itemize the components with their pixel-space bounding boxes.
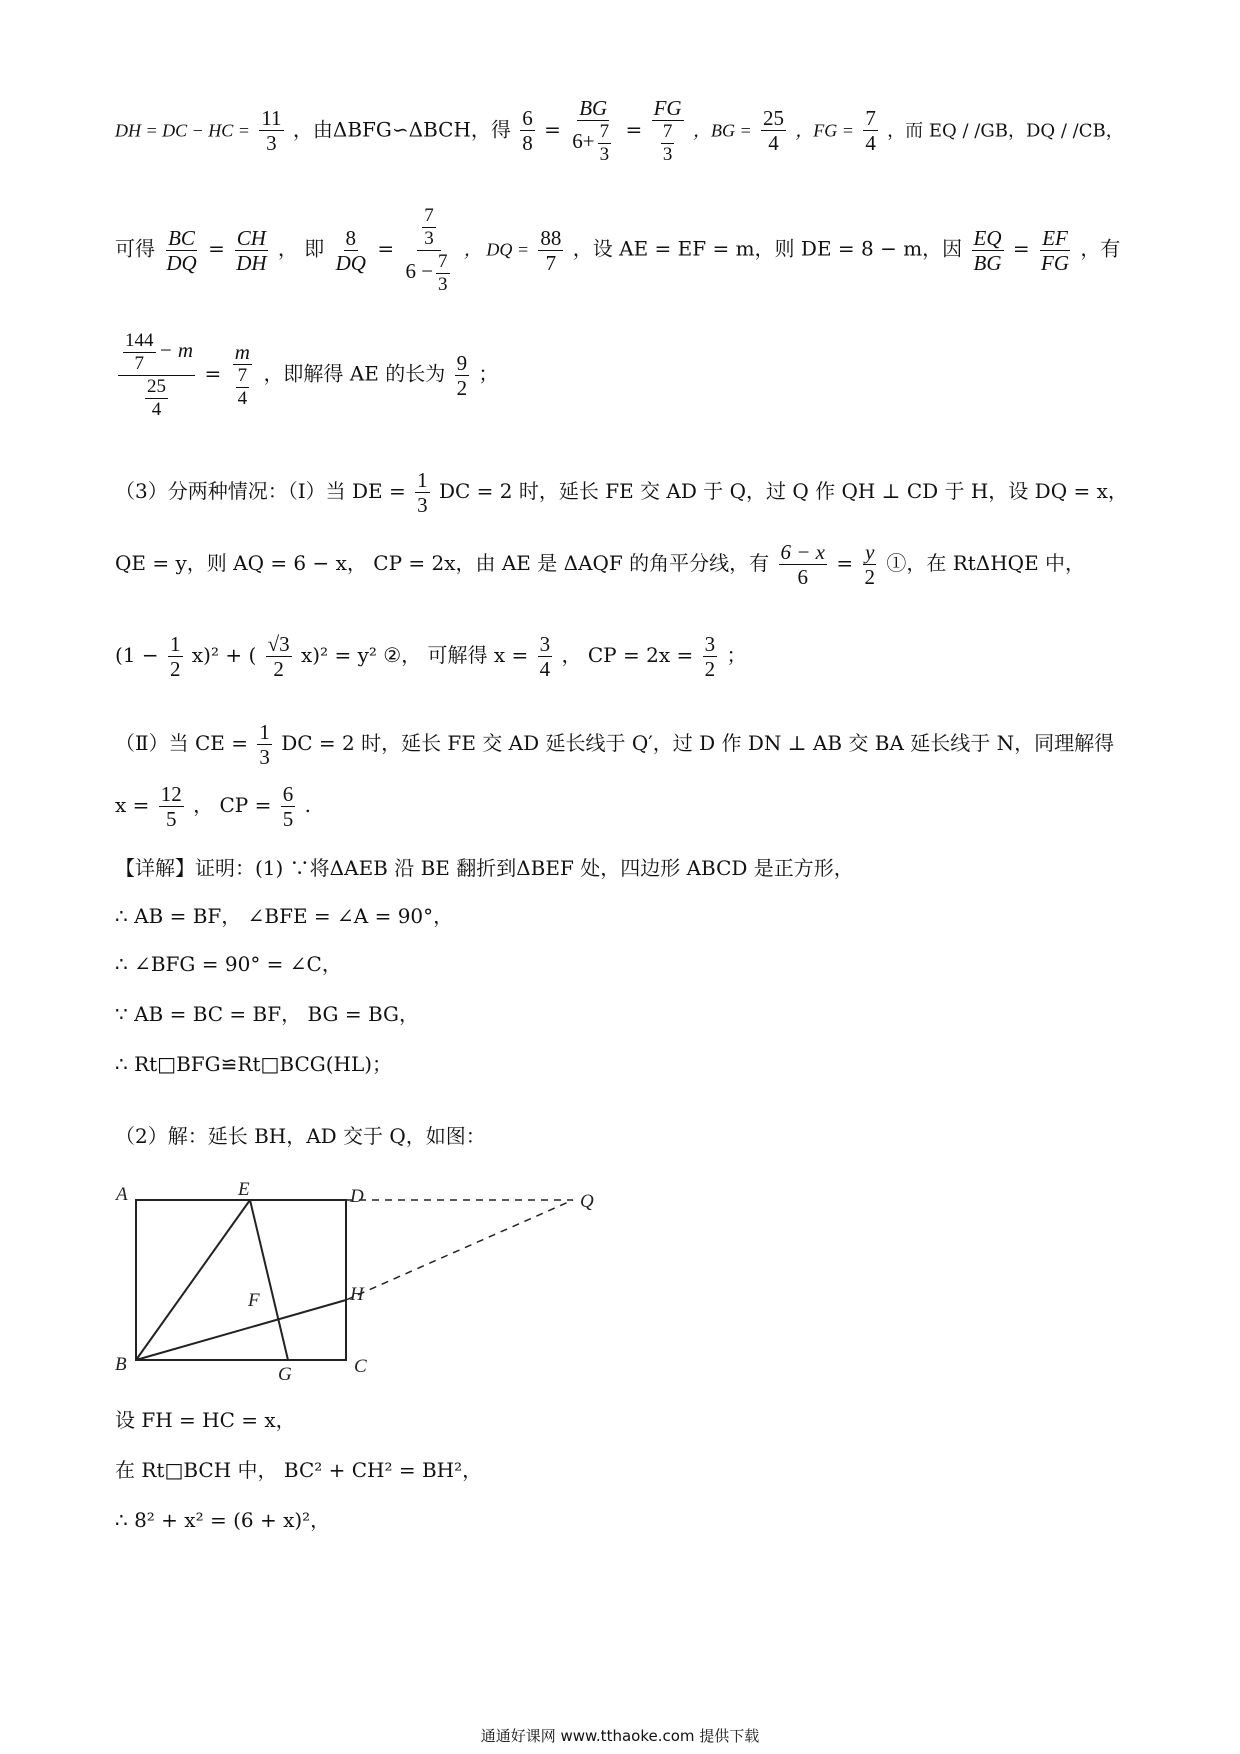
- fraction: $\frac{1}{3}$: [259, 720, 270, 770]
- label-a: A: [116, 1184, 128, 1205]
- fraction: $\frac{144}{7}$ − m $\frac{25}{4}$: [118, 330, 195, 420]
- solution-line-6: (1 − $\frac{1}{2}$ x)² + ( $\frac{√3}{2}$ x)² = y² ②， 可解得 x = $\frac{3}{4}$ ， CP = 2x = $\frac{3}{2}$ ；: [115, 632, 747, 682]
- solution-line-4: （3）分两种情况：（Ⅰ）当 DE = $\frac{1}{3}$ DC = 2 时，延长 FE 交 AD 于 Q，过 Q 作 QH ⊥ CD 于 H，设 DQ = x，: [115, 468, 1128, 518]
- proof-line-1: 【详解】证明：(1) ∵将ΔAEB 沿 BE 翻折到ΔBEF 处，四边形 ABCD 是正方形，: [115, 856, 854, 880]
- label-e: E: [238, 1180, 250, 1200]
- fraction: $\frac{12}{5}$: [160, 782, 182, 832]
- fraction: $\frac{3}{4}$: [539, 632, 551, 682]
- fraction: $\frac{8}{DQ}$: [335, 225, 366, 275]
- proof-line-7: 设 FH = HC = x，: [115, 1408, 296, 1432]
- fraction: $\frac{11}{3}$: [261, 106, 282, 156]
- fraction: $\frac{88}{7}$: [540, 225, 562, 275]
- fraction: BG 6+ $\frac{7}{3}$: [572, 96, 610, 165]
- fraction: $\frac{7}{3}$ 6 − $\frac{7}{3}$: [405, 205, 448, 295]
- solution-line-5: QE = y，则 AQ = 6 − x， CP = 2x，由 AE 是 ΔAQF 的角平分线，有 $\frac{6 - x}{6}$ = $\frac{y}{2}$ ①，在 RtΔHQE 中，: [115, 540, 1086, 590]
- solution-line-3: $\frac{144}{7}$ − m $\frac{25}{4}$ = $\frac{m}{\frac{7}{4}}$ ，即解得 AE 的长为 $\frac{9}{2}$ ；: [115, 330, 498, 420]
- label-h: H: [350, 1284, 364, 1305]
- fraction: $\frac{CH}{DH}$: [236, 225, 267, 275]
- label-d: D: [350, 1186, 364, 1207]
- proof-line-5: ∴ Rt□BFG≌Rt□BCG(HL)；: [115, 1052, 393, 1076]
- proof-line-8: 在 Rt□BCH 中， BC² + CH² = BH²，: [115, 1458, 483, 1482]
- fraction: $\frac{6}{8}$: [522, 106, 533, 156]
- label-f: F: [248, 1290, 260, 1311]
- solution-line-1: DH = DC − HC = $\frac{11}{3}$ ，由ΔBFG∽ΔBCH，得 $\frac{6}{8}$ = BG 6+ $\frac{7}{3}$ = $\frac{FG}{\frac{7}{3}}$ ，BG = $\frac{25}{4}$ ，FG = $\frac{7}{4}$ ，而 EQ / /GB，DQ / /CB，: [115, 96, 1124, 165]
- label-b: B: [115, 1354, 127, 1375]
- solution-line-7: （Ⅱ）当 CE = $\frac{1}{3}$ DC = 2 时，延长 FE 交 AD 延长线于 Q′，过 D 作 DN ⊥ AB 交 BA 延长线于 N，同理解得: [115, 720, 1115, 770]
- fraction: $\frac{1}{2}$: [170, 632, 181, 682]
- fraction: $\frac{m}{\frac{7}{4}}$: [234, 340, 250, 410]
- fraction: $\frac{FG}{\frac{7}{3}}$: [653, 96, 682, 165]
- geometry-figure: [110, 1180, 630, 1380]
- proof-line-9: ∴ 8² + x² = (6 + x)²，: [115, 1508, 331, 1532]
- solution-line-8: x = $\frac{12}{5}$ ， CP = $\frac{6}{5}$ .: [115, 782, 311, 832]
- fraction: $\frac{3}{2}$: [704, 632, 716, 682]
- label-g: G: [278, 1364, 292, 1380]
- footer-watermark: 通通好课网 www.tthaoke.com 提供下载: [480, 1727, 760, 1745]
- fraction: $\frac{y}{2}$: [864, 540, 875, 590]
- fraction: $\frac{6 - x}{6}$: [780, 540, 825, 590]
- proof-line-4: ∵ AB = BC = BF， BG = BG，: [115, 1002, 420, 1026]
- proof-line-3: ∴ ∠BFG = 90° = ∠C，: [115, 952, 342, 976]
- fraction: $\frac{7}{4}$: [865, 106, 876, 156]
- fraction: $\frac{9}{2}$: [456, 350, 468, 400]
- fraction: $\frac{EF}{FG}$: [1041, 225, 1070, 275]
- proof-line-2: ∴ AB = BF， ∠BFE = ∠A = 90°，: [115, 904, 454, 928]
- fraction: $\frac{√3}{2}$: [267, 632, 290, 682]
- label-c: C: [354, 1356, 367, 1377]
- fraction: $\frac{BC}{DQ}$: [166, 225, 197, 275]
- fraction: $\frac{1}{3}$: [417, 468, 428, 518]
- fraction: $\frac{EQ}{BG}$: [973, 225, 1002, 275]
- fraction: $\frac{25}{4}$: [762, 106, 784, 156]
- proof-line-6: （2）解：延长 BH，AD 交于 Q，如图：: [115, 1124, 486, 1148]
- solution-line-2: 可得 $\frac{BC}{DQ}$ = $\frac{CH}{DH}$ ， 即 $\frac{8}{DQ}$ = $\frac{7}{3}$ 6 − $\frac{7}{3}$ ， DQ = $\frac{88}{7}$ ，设 AE = EF = m，则 DE = 8 − m，因 $\frac{EQ}{BG}$ = $\frac{EF}{FG}$ ，有: [115, 205, 1121, 295]
- fraction: $\frac{6}{5}$: [282, 782, 294, 832]
- label-q: Q: [580, 1191, 594, 1212]
